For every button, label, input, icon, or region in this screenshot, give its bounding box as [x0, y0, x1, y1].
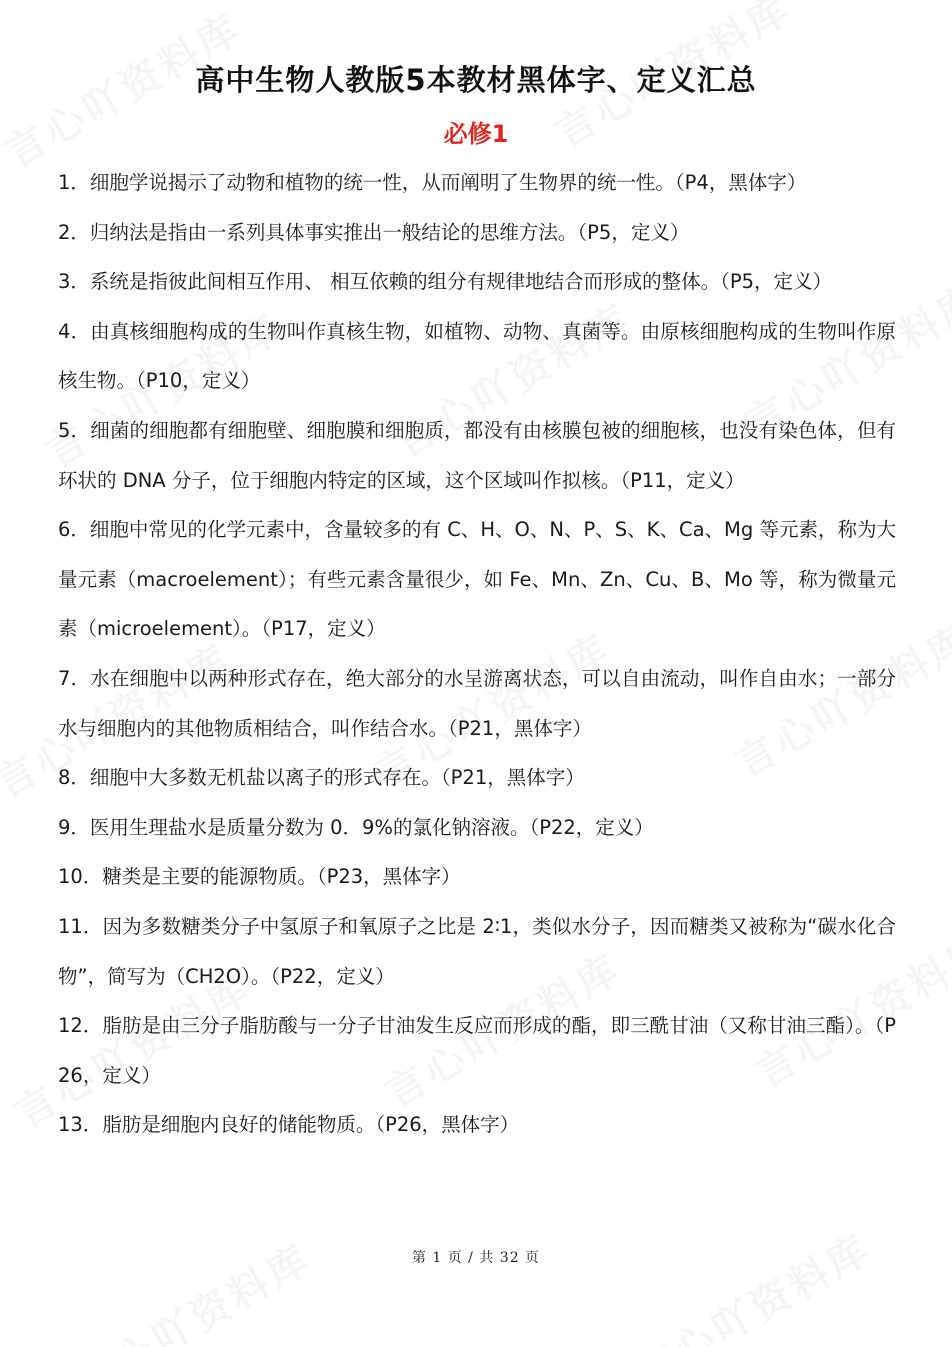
- document-title: 高中生物人教版5本教材黑体字、定义汇总: [195, 63, 757, 97]
- list-item: 4．由真核细胞构成的生物叫作真核生物，如植物、动物、真菌等。由原核细胞构成的生物叫作原核生物。（P10，定义）: [58, 319, 896, 393]
- list-item: 7．水在细胞中以两种形式存在，绝大部分的水呈游离状态，可以自由流动，叫作自由水；一部分水与细胞内的其他物质相结合，叫作结合水。（P21，黑体字）: [58, 666, 896, 740]
- list-item: 3．系统是指彼此间相互作用、 相互依赖的组分有规律地结合而形成的整体。（P5，定义）: [58, 270, 833, 294]
- item-list: [58, 158, 896, 1150]
- list-item: 2．归纳法是指由一系列具体事实推出一般结论的思维方法。（P5，定义）: [58, 220, 690, 244]
- list-item: 12．脂肪是由三分子脂肪酸与一分子甘油发生反应而形成的酯，即三酰甘油（又称甘油三酯）。（P26，定义）: [58, 1014, 896, 1087]
- list-item: 8．细胞中大多数无机盐以离子的形式存在。（P21，黑体字）: [58, 766, 585, 790]
- watermark: [63, 1228, 320, 1347]
- section-title: 必修1: [443, 120, 509, 148]
- list-item: 5．细菌的细胞都有细胞壁、细胞膜和细胞质，都没有由核膜包被的细胞核，也没有染色体，但有环状的 DNA 分子，位于细胞内特定的区域，这个区域叫作拟核。（P11，定义）: [58, 418, 896, 492]
- list-item: 1．细胞学说揭示了动物和植物的统一性，从而阐明了生物界的统一性。（P4，黑体字）: [58, 171, 807, 194]
- list-item: 11．因为多数糖类分子中氢原子和氧原子之比是 2∶1，类似水分子，因而糖类又被称为“碳水化合物”，简写为（CH2O）。（P22，定义）: [58, 914, 896, 988]
- watermark: [623, 1218, 880, 1347]
- list-item: 9．医用生理盐水是质量分数为 0．9%的氯化钠溶液。（P22，定义）: [58, 815, 654, 839]
- page-footer: 第 1 页 / 共 32 页: [411, 1250, 541, 1266]
- list-item: 10．糖类是主要的能源物质。（P23，黑体字）: [58, 865, 461, 889]
- list-item: 13．脂肪是细胞内良好的储能物质。（P26，黑体字）: [58, 1113, 520, 1137]
- list-item: 6．细胞中常见的化学元素中，含量较多的有 C、H、O、N、P、S、K、Ca、Mg 等元素，称为大量元素（macroelement）；有些元素含量很少，如 Fe、Mn、Zn、Cu、B、Mo 等，称为微量元素（microelement）。（P17，定义）: [58, 518, 896, 641]
